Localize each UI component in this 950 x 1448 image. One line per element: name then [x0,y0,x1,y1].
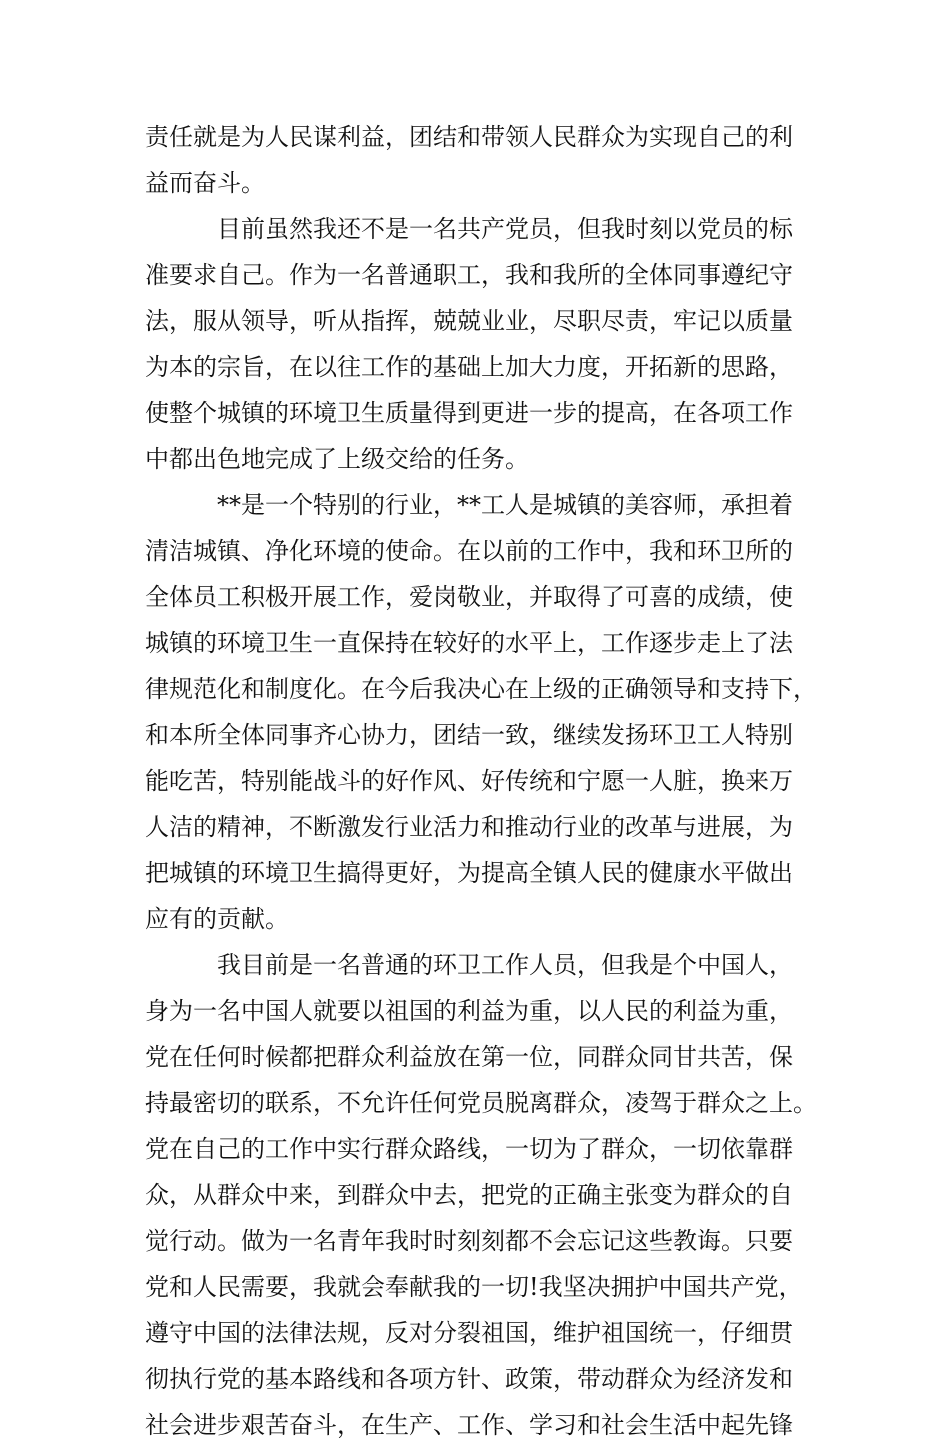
text-line: 党和人民需要，我就会奉献我的一切!我坚决拥护中国共产党， [145,1273,803,1301]
text-line: 能吃苦，特别能战斗的好作风、好传统和宁愿一人脏，换来万 [145,767,793,795]
text-line: 法，服从领导，听从指挥，兢兢业业，尽职尽责，牢记以质量 [145,307,793,335]
text-line: 和本所全体同事齐心协力，团结一致，继续发扬环卫工人特别 [145,721,793,749]
text-line: 清洁城镇、净化环境的使命。在以前的工作中，我和环卫所的 [145,537,793,565]
text-line: 责任就是为人民谋利益，团结和带领人民群众为实现自己的利 [145,123,793,151]
text-line: 社会进步艰苦奋斗，在生产、工作、学习和社会生活中起先锋 [145,1411,793,1439]
text-line: 律规范化和制度化。在今后我决心在上级的正确领导和支持下， [145,675,817,703]
text-line-first: 目前虽然我还不是一名共产党员，但我时刻以党员的标 [217,215,793,243]
text-line: 使整个城镇的环境卫生质量得到更进一步的提高，在各项工作 [145,399,793,427]
text-line: 党在自己的工作中实行群众路线，一切为了群众，一切依靠群 [145,1135,793,1163]
text-line: 党在任何时候都把群众利益放在第一位，同群众同甘共苦，保 [145,1043,793,1071]
text-line: 中都出色地完成了上级交给的任务。 [145,445,529,473]
text-line: 应有的贡献。 [145,905,289,933]
text-line: 准要求自己。作为一名普通职工，我和我所的全体同事遵纪守 [145,261,793,289]
text-line: 众，从群众中来，到群众中去，把党的正确主张变为群众的自 [145,1181,793,1209]
text-line: 全体员工积极开展工作，爱岗敬业，并取得了可喜的成绩，使 [145,583,793,611]
paragraph-3 [145,482,817,942]
text-line: 为本的宗旨，在以往工作的基础上加大力度，开拓新的思路， [145,353,793,381]
text-line: 把城镇的环境卫生搞得更好，为提高全镇人民的健康水平做出 [145,859,793,887]
text-line-first: **是一个特别的行业，**工人是城镇的美容师，承担着 [217,491,793,519]
text-line: 彻执行党的基本路线和各项方针、政策，带动群众为经济发和 [145,1365,793,1393]
paragraph-1 [145,114,795,206]
text-line: 觉行动。做为一名青年我时时刻刻都不会忘记这些教诲。只要 [145,1227,793,1255]
text-line: 遵守中国的法律法规，反对分裂祖国，维护祖国统一，仔细贯 [145,1319,793,1347]
paragraph-4 [145,942,817,1448]
text-line: 持最密切的联系，不允许任何党员脱离群众，凌驾于群众之上。 [145,1089,817,1117]
text-line: 人洁的精神，不断激发行业活力和推动行业的改革与进展，为 [145,813,793,841]
text-line: 益而奋斗。 [145,169,265,197]
document-body [145,114,817,1448]
paragraph-2 [145,206,795,482]
text-line: 身为一名中国人就要以祖国的利益为重，以人民的利益为重， [145,997,793,1025]
text-line: 城镇的环境卫生一直保持在较好的水平上，工作逐步走上了法 [145,629,793,657]
text-line-first: 我目前是一名普通的环卫工作人员，但我是个中国人， [217,951,793,979]
